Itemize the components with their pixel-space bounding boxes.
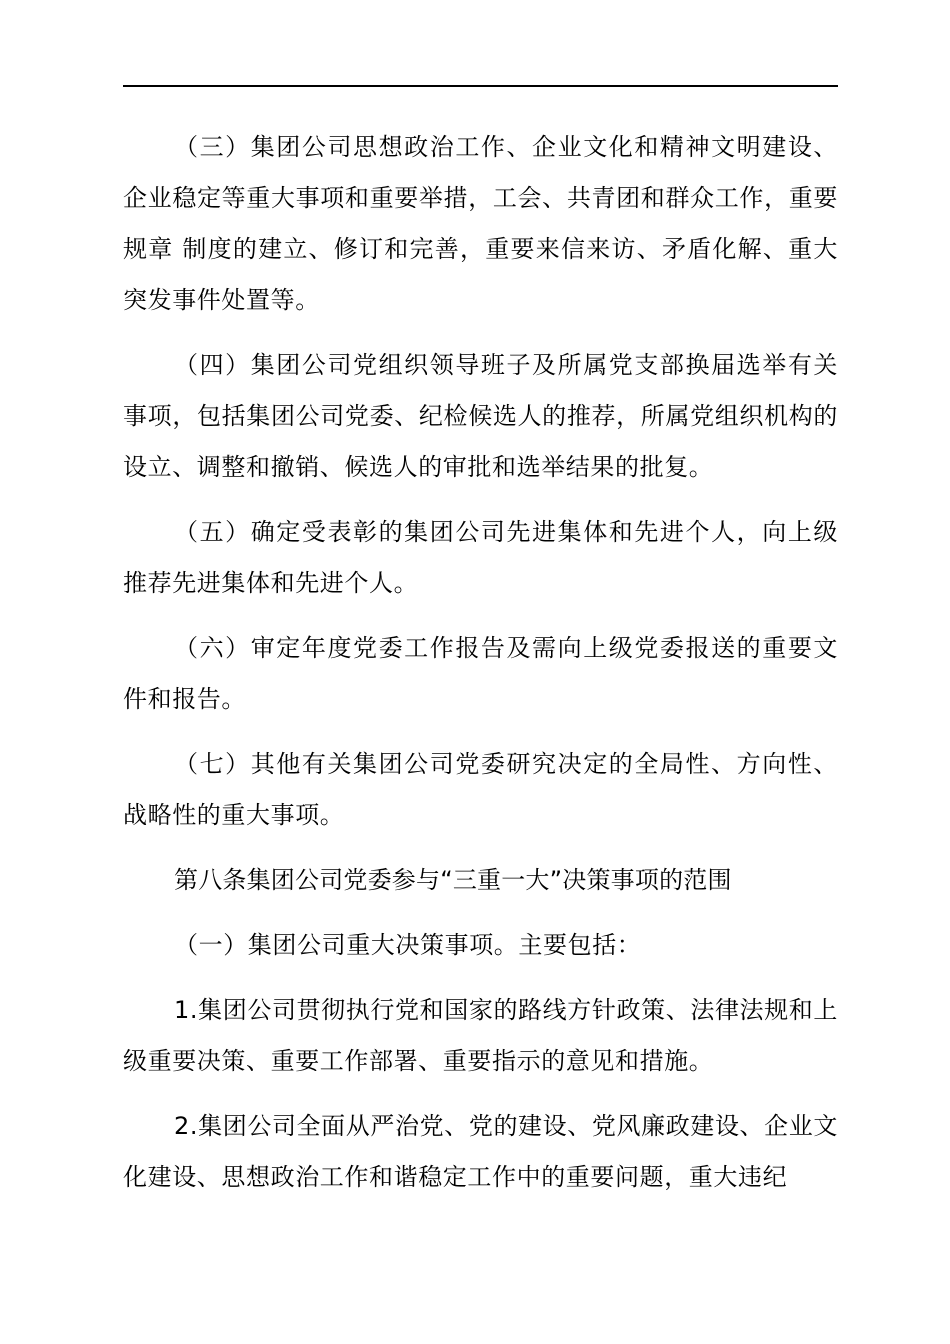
paragraph-item-4: （四）集团公司党组织领导班子及所属党支部换届选举有关事项，包括集团公司党委、纪检候选人的推荐，所属党组织机构的设立、调整和撤销、候选人的审批和选举结果的批复。	[123, 351, 838, 481]
header-rule	[123, 85, 838, 87]
paragraph-item-6: （六）审定年度党委工作报告及需向上级党委报送的重要文件和报告。	[123, 634, 838, 713]
paragraph-item-3: （三）集团公司思想政治工作、企业文化和精神文明建设、企业稳定等重大事项和重要举措，工会、共青团和群众工作，重要规章 制度的建立、修订和完善，重要来信来访、矛盾化解、重大突发事件处置等。	[123, 133, 838, 314]
paragraph-item-7: （七）其他有关集团公司党委研究决定的全局性、方向性、战略性的重大事项。	[123, 750, 838, 829]
article-heading: 第八条集团公司党委参与“三重一大”决策事项的范围	[174, 866, 732, 894]
document-body	[123, 122, 838, 1217]
numbered-item-1: 1.集团公司贯彻执行党和国家的路线方针政策、法律法规和上级重要决策、重要工作部署、重要指示的意见和措施。	[123, 996, 838, 1075]
numbered-item-2: 2.集团公司全面从严治党、党的建设、党风廉政建设、企业文化建设、思想政治工作和谐稳定工作中的重要问题，重大违纪	[123, 1112, 838, 1191]
subsection-heading: （一）集团公司重大决策事项。主要包括：	[174, 931, 642, 959]
paragraph-item-5: （五）确定受表彰的集团公司先进集体和先进个人，向上级推荐先进集体和先进个人。	[123, 518, 838, 597]
